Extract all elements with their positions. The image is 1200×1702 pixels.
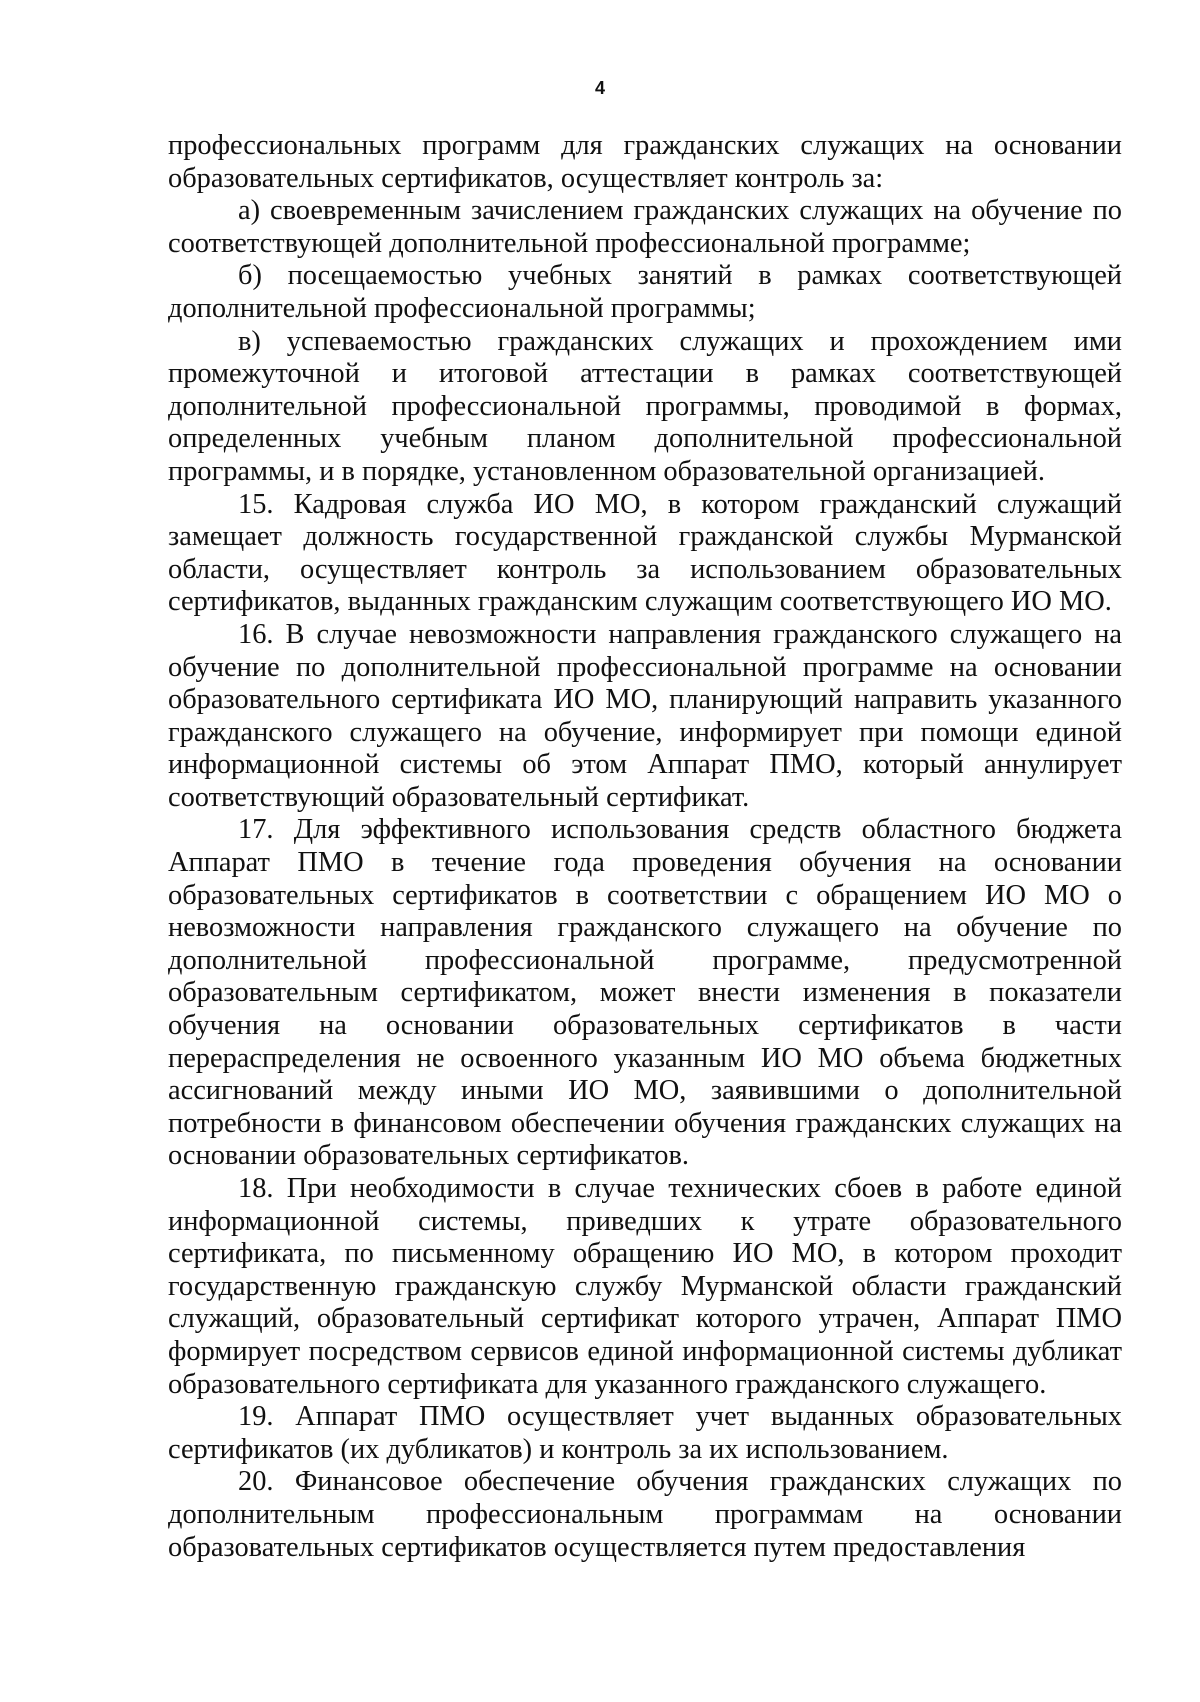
paragraph-continuation: профессиональных программ для гражданских служащих на основании образовательных сертификатов, осуществляет контроль за: [168, 130, 1122, 194]
paragraph-19: 19. Аппарат ПМО осуществляет учет выданных образовательных сертификатов (их дубликатов) и контроль за их использованием. [168, 1401, 1122, 1465]
paragraph-17: 17. Для эффективного использования средств областного бюджета Аппарат ПМО в течение года проведения обучения на основании образовательных сертификатов в соответствии с обращением ИО МО о невозможности направления гражданского служащего на обучение по дополнительной профессиональной программе, предусмотренной образовательным сертификатом, может внести изменения в показатели обучения на основании образовательных сертификатов в части перераспределения не освоенного указанным ИО МО объема бюджетных ассигнований между иными ИО МО, заявившими о дополнительной потребности в финансовом обеспечении обучения гражданских служащих на основании образовательных сертификатов. [168, 814, 1122, 1172]
paragraph-15: 15. Кадровая служба ИО МО, в котором гражданский служащий замещает должность государственной гражданской службы Мурманской области, осуществляет контроль за использованием образовательных сертификатов, выданных гражданским служащим соответствующего ИО МО. [168, 488, 1122, 618]
page-number: 4 [594, 78, 605, 98]
document-body [168, 130, 1122, 1564]
paragraph-item-b: б) посещаемостью учебных занятий в рамках соответствующей дополнительной профессиональной программы; [168, 260, 1122, 324]
paragraph-18: 18. При необходимости в случае технических сбоев в работе единой информационной системы, приведших к утрате образовательного сертификата, по письменному обращению ИО МО, в котором проходит государственную гражданскую службу Мурманской области гражданский служащий, образовательный сертификат которого утрачен, Аппарат ПМО формирует посредством сервисов единой информационной системы дубликат образовательного сертификата для указанного гражданского служащего. [168, 1173, 1122, 1400]
paragraph-16: 16. В случае невозможности направления гражданского служащего на обучение по дополнительной профессиональной программе на основании образовательного сертификата ИО МО, планирующий направить указанного гражданского служащего на обучение, информирует при помощи единой информационной системы об этом Аппарат ПМО, который аннулирует соответствующий образовательный сертификат. [168, 618, 1122, 813]
paragraph-item-v: в) успеваемостью гражданских служащих и прохождением ими промежуточной и итоговой аттестации в рамках соответствующей дополнительной профессиональной программы, проводимой в формах, определенных учебным планом дополнительной профессиональной программы, и в порядке, установленном образовательной организацией. [168, 325, 1122, 487]
paragraph-20: 20. Финансовое обеспечение обучения гражданских служащих по дополнительным профессиональным программам на основании образовательных сертификатов осуществляется путем предоставления [168, 1466, 1122, 1563]
paragraph-item-a: а) своевременным зачислением гражданских служащих на обучение по соответствующей дополнительной профессиональной программе; [168, 195, 1122, 259]
